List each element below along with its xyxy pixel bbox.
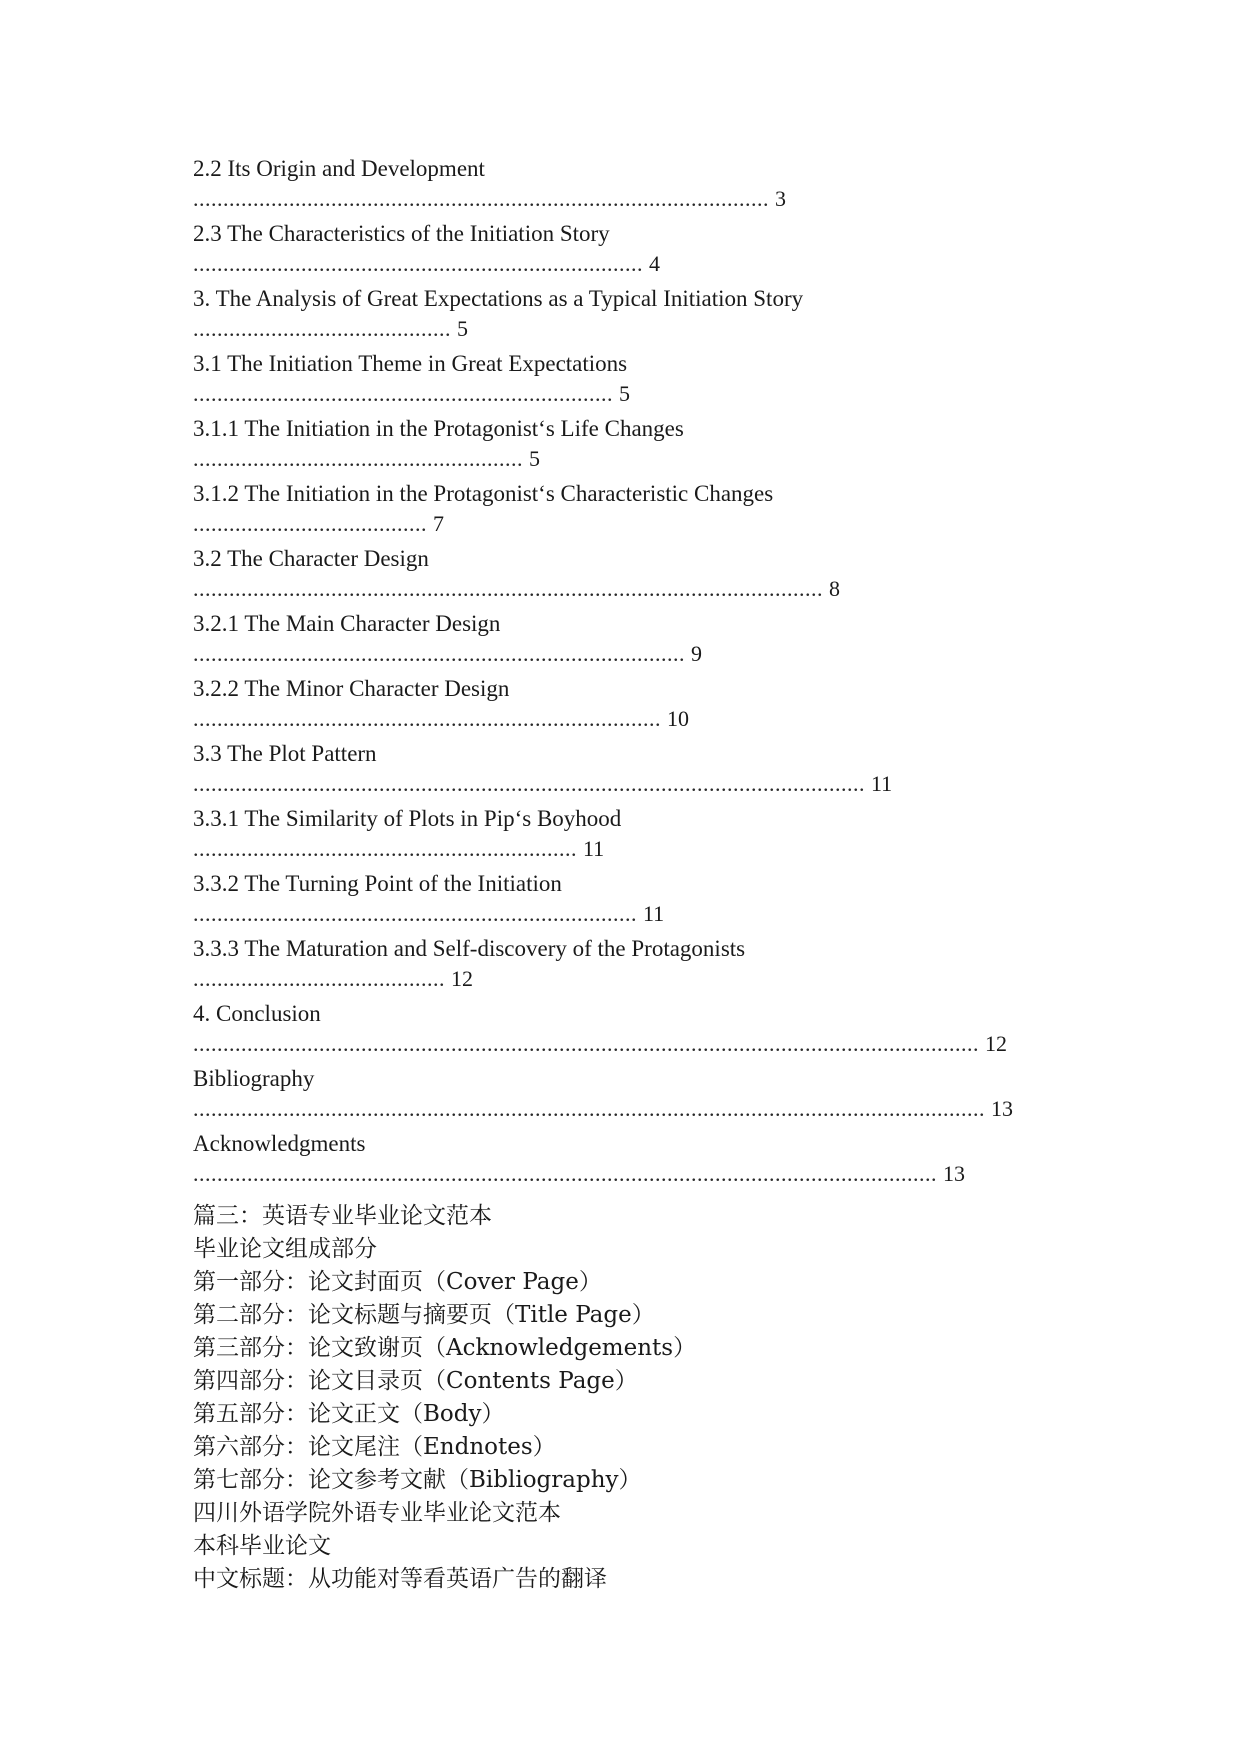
toc-entry-title: 2.3 The Characteristics of the Initiation Story [193,221,610,246]
table-of-contents [193,152,1073,1192]
toc-leader-line [193,835,1073,867]
text-line: 中文标题：从功能对等看英语广告的翻译 [193,1566,607,1592]
toc-entry [193,412,1073,477]
toc-entry [193,607,1073,672]
toc-leader-line [193,315,1073,347]
text-line: 第七部分：论文参考文献（Bibliography） [193,1467,642,1493]
toc-entry-title: 3.1 The Initiation Theme in Great Expectations [193,351,628,376]
toc-entry-title: 3.3 The Plot Pattern [193,741,377,766]
toc-entry-title: Bibliography [193,1066,315,1091]
toc-page-number: 13 [943,1161,965,1186]
toc-leader-dots: ............................................................................................................................ [193,1161,937,1186]
toc-entry [193,152,1073,217]
toc-page-number: 5 [619,381,630,406]
text-line: 第二部分：论文标题与摘要页（Title Page） [193,1302,655,1328]
toc-entry [193,542,1073,607]
toc-entry-title: 3.3.1 The Similarity of Plots in Pip‘s Boyhood [193,806,622,831]
toc-leader-line [193,445,1073,477]
text-line: 第六部分：论文尾注（Endnotes） [193,1434,556,1460]
toc-entry-title: 2.2 Its Origin and Development [193,156,485,181]
toc-page-number: 10 [667,706,689,731]
toc-leader-dots: ....................................... [193,511,427,536]
toc-leader-dots: .......................................................................... [193,901,637,926]
chinese-text-block [193,1200,1073,1596]
toc-leader-dots: ........................................... [193,316,451,341]
toc-leader-line [193,900,1073,932]
toc-entry [193,672,1073,737]
toc-entry-title: 4. Conclusion [193,1001,321,1026]
toc-leader-line [193,510,1073,542]
toc-entry-title: 3.2.1 The Main Character Design [193,611,501,636]
toc-leader-dots: .............................................................................. [193,706,661,731]
toc-entry-title: 3.2 The Character Design [193,546,429,571]
toc-entry [193,217,1073,282]
toc-page-number: 8 [829,576,840,601]
text-line: 第一部分：论文封面页（Cover Page） [193,1269,602,1295]
toc-leader-line [193,705,1073,737]
toc-page-number: 7 [433,511,444,536]
text-line: 四川外语学院外语专业毕业论文范本 [193,1500,561,1526]
toc-page-number: 13 [991,1096,1013,1121]
text-line: 第五部分：论文正文（Body） [193,1401,505,1427]
toc-page-number: 11 [583,836,605,861]
text-line: 篇三：英语专业毕业论文范本 [193,1203,492,1229]
toc-page-number: 12 [985,1031,1007,1056]
toc-entry [193,867,1073,932]
toc-leader-dots: ......................................................................................................... [193,576,823,601]
toc-page-number: 11 [871,771,893,796]
toc-entry [193,347,1073,412]
toc-entry-title: 3.3.3 The Maturation and Self-discovery of the Protagonists [193,936,746,961]
text-line: 第三部分：论文致谢页（Acknowledgements） [193,1335,697,1361]
toc-leader-dots: .................................................................................................................................... [193,1096,985,1121]
toc-leader-line [193,575,1073,607]
toc-entry-title: 3.3.2 The Turning Point of the Initiation [193,871,562,896]
toc-entry-title: 3.2.2 The Minor Character Design [193,676,510,701]
toc-page-number: 9 [691,641,702,666]
toc-leader-dots: ................................................................ [193,836,577,861]
toc-leader-line [193,965,1073,997]
toc-entry-title: 3.1.2 The Initiation in the Protagonist‘s Characteristic Changes [193,481,774,506]
toc-page-number: 11 [643,901,665,926]
toc-leader-line [193,185,1073,217]
toc-leader-dots: ................................................................................................................................... [193,1031,979,1056]
toc-leader-line [193,640,1073,672]
toc-entry [193,477,1073,542]
text-line: 第四部分：论文目录页（Contents Page） [193,1368,638,1394]
toc-leader-dots: ........................................................................... [193,251,643,276]
toc-entry [193,282,1073,347]
toc-leader-line [193,250,1073,282]
toc-page-number: 3 [775,186,786,211]
toc-leader-line [193,770,1073,802]
toc-leader-dots: .......................................... [193,966,445,991]
toc-page-number: 4 [649,251,660,276]
toc-leader-dots: ....................................................... [193,446,523,471]
toc-leader-line [193,1095,1073,1127]
toc-leader-line [193,380,1073,412]
toc-leader-line [193,1160,1073,1192]
toc-page-number: 5 [529,446,540,471]
toc-leader-dots: ................................................................................................................ [193,771,865,796]
toc-page-number: 12 [451,966,473,991]
toc-entry [193,737,1073,802]
toc-entry-title: 3. The Analysis of Great Expectations as a Typical Initiation Story [193,286,804,311]
toc-entry-title: Acknowledgments [193,1131,366,1156]
toc-entry-title: 3.1.1 The Initiation in the Protagonist‘s Life Changes [193,416,684,441]
toc-leader-dots: .................................................................................. [193,641,685,666]
toc-leader-dots: ................................................................................................ [193,186,769,211]
toc-entry [193,1062,1073,1127]
toc-leader-line [193,1030,1073,1062]
toc-entry [193,997,1073,1062]
toc-entry [193,802,1073,867]
toc-page-number: 5 [457,316,468,341]
toc-entry [193,932,1073,997]
text-line: 毕业论文组成部分 [193,1236,377,1262]
toc-entry [193,1127,1073,1192]
toc-leader-dots: ...................................................................... [193,381,613,406]
text-line: 本科毕业论文 [193,1533,331,1559]
